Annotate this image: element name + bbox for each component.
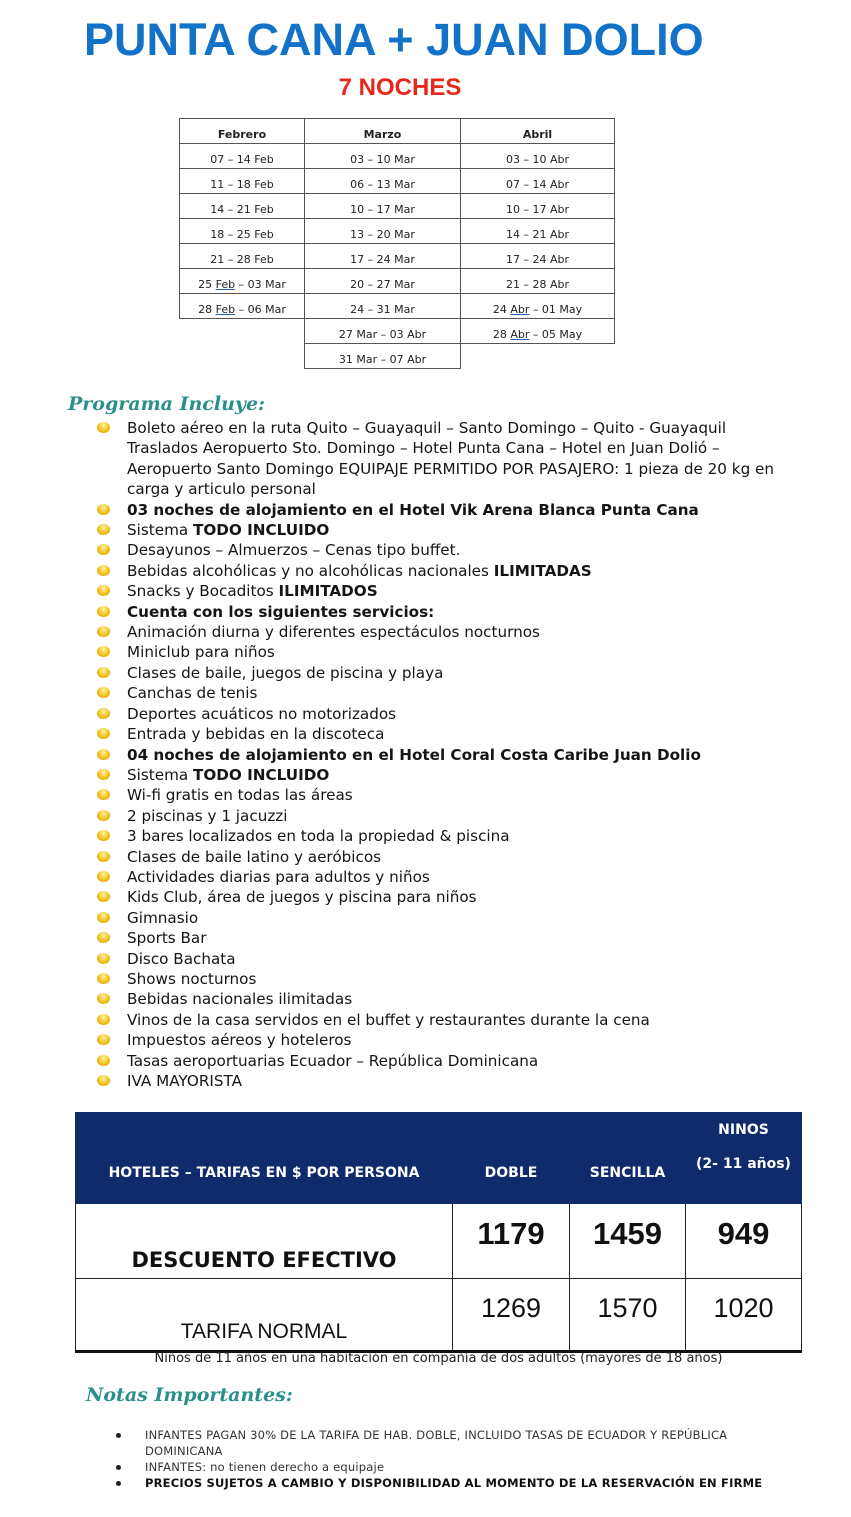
include-item: [97, 663, 787, 683]
include-item: [97, 806, 787, 826]
dates-row: [180, 319, 615, 344]
include-item: [97, 602, 787, 622]
price-row-label: DESCUENTO EFECTIVO: [76, 1204, 453, 1279]
prices-header-hotel: HOTELES – TARIFAS EN $ POR PERSONA: [76, 1113, 453, 1204]
dates-cell: 17 – 24 Mar: [305, 244, 461, 269]
price-sencilla: 1570: [570, 1279, 686, 1352]
include-item: [97, 540, 787, 560]
include-text: Clases de baile latino y aeróbicos: [127, 847, 382, 866]
bullet-dot-icon: [116, 1465, 121, 1470]
dates-row: [180, 169, 615, 194]
include-item: [97, 500, 787, 520]
include-item: [97, 969, 787, 989]
include-text-bold: TODO INCLUIDO: [193, 521, 330, 540]
price-row-normal: [76, 1279, 802, 1352]
bullet-icon: [97, 993, 110, 1004]
bullet-dot-icon: [116, 1481, 121, 1486]
note-item: [114, 1459, 794, 1475]
bullet-icon: [97, 585, 110, 596]
include-text: Kids Club, área de juegos y piscina para niños: [127, 888, 477, 907]
note-text: INFANTES: no tienen derecho a equipaje: [145, 1460, 385, 1474]
bullet-icon: [97, 504, 110, 515]
price-ninos: 949: [686, 1204, 802, 1279]
bullet-icon: [97, 422, 110, 433]
note-item: [114, 1475, 794, 1491]
include-item: [97, 887, 787, 907]
dates-table-body: [180, 144, 615, 369]
include-text: Shows nocturnos: [127, 969, 257, 988]
include-text: Actividades diarias para adultos y niños: [127, 867, 430, 886]
price-ninos: 1020: [686, 1279, 802, 1352]
include-text: Clases de baile, juegos de piscina y playa: [127, 663, 444, 682]
dates-cell: 20 – 27 Mar: [305, 269, 461, 294]
prices-header-ninos: [686, 1113, 802, 1204]
bullet-icon: [97, 1014, 110, 1025]
dates-cell: 07 – 14 Feb: [180, 144, 305, 169]
include-text: Sistema: [127, 765, 194, 784]
prices-table: [75, 1112, 802, 1353]
include-text-bold: ILIMITADAS: [493, 561, 592, 580]
bullet-icon: [97, 749, 110, 760]
include-item: [97, 520, 787, 540]
page-title: PUNTA CANA + JUAN DOLIO: [84, 14, 704, 65]
include-item: [97, 1071, 787, 1091]
dates-col-header: Abril: [461, 119, 615, 144]
include-item: [97, 418, 787, 438]
dates-row: [180, 344, 615, 369]
include-item: [97, 704, 787, 724]
include-text: Sports Bar: [127, 929, 207, 948]
dates-cell: 27 Mar – 03 Abr: [305, 319, 461, 344]
dates-cell: 03 – 10 Mar: [305, 144, 461, 169]
include-item: [97, 928, 787, 948]
price-row-label: TARIFA NORMAL: [76, 1279, 453, 1352]
include-text: Deportes acuáticos no motorizados: [127, 704, 397, 723]
include-item: [97, 683, 787, 703]
include-item: [97, 785, 787, 805]
include-text: Wi-fi gratis en todas las áreas: [127, 786, 353, 805]
bullet-icon: [97, 565, 110, 576]
bullet-icon: [97, 789, 110, 800]
dates-cell: 10 – 17 Mar: [305, 194, 461, 219]
dates-cell: 24 – 31 Mar: [305, 294, 461, 319]
bullet-icon: [97, 524, 110, 535]
include-item: [97, 908, 787, 928]
include-text: Vinos de la casa servidos en el buffet y restaurantes durante la cena: [127, 1010, 650, 1029]
prices-header-doble: DOBLE: [453, 1113, 570, 1204]
include-item: [97, 438, 787, 499]
include-item: [97, 1030, 787, 1050]
bullet-icon: [97, 687, 110, 698]
bullet-icon: [97, 667, 110, 678]
include-text: Desayunos – Almuerzos – Cenas tipo buffet.: [127, 541, 461, 560]
notes-list: [114, 1427, 794, 1491]
include-text-bold: Cuenta con los siguientes servicios:: [127, 602, 435, 621]
dates-cell: 03 – 10 Abr: [461, 144, 615, 169]
include-item: [97, 867, 787, 887]
include-text-bold: TODO INCLUIDO: [193, 765, 330, 784]
include-item: [97, 642, 787, 662]
include-text: IVA MAYORISTA: [127, 1072, 242, 1090]
dates-cell: 14 – 21 Abr: [461, 219, 615, 244]
bullet-icon: [97, 646, 110, 657]
dates-cell: 28 Feb – 06 Mar: [180, 294, 305, 319]
price-doble: 1269: [453, 1279, 570, 1352]
include-text: 2 piscinas y 1 jacuzzi: [127, 806, 288, 825]
include-item: [97, 847, 787, 867]
dates-cell: 24 Abr – 01 May: [461, 294, 615, 319]
dates-row: [180, 144, 615, 169]
include-item: [97, 765, 787, 785]
include-item: [97, 989, 787, 1009]
include-item: [97, 745, 787, 765]
dates-cell: 11 – 18 Feb: [180, 169, 305, 194]
dates-cell: 06 – 13 Mar: [305, 169, 461, 194]
price-sencilla: 1459: [570, 1204, 686, 1279]
include-item: [97, 949, 787, 969]
include-text: Disco Bachata: [127, 949, 236, 968]
page-subtitle: 7 NOCHES: [338, 74, 462, 101]
bullet-icon: [97, 891, 110, 902]
include-text: Boleto aéreo en la ruta Quito – Guayaquil – Santo Domingo – Quito - Guayaquil: [127, 419, 727, 437]
bullet-icon: [97, 871, 110, 882]
include-text: 3 bares localizados en toda la propiedad & piscina: [127, 827, 510, 846]
include-text: Bebidas nacionales ilimitadas: [127, 990, 353, 1009]
bullet-icon: [97, 973, 110, 984]
dates-col-header: Marzo: [305, 119, 461, 144]
dates-cell: 07 – 14 Abr: [461, 169, 615, 194]
price-row-discount: [76, 1204, 802, 1279]
include-item: [97, 1051, 787, 1071]
note-text: INFANTES PAGAN 30% DE LA TARIFA DE HAB. DOBLE, INCLUIDO TASAS DE ECUADOR Y REPÚBLICA DOMINICANA: [145, 1428, 728, 1458]
dates-cell: 18 – 25 Feb: [180, 219, 305, 244]
include-text: Entrada y bebidas en la discoteca: [127, 725, 385, 744]
include-item: [97, 826, 787, 846]
include-text-bold: ILIMITADOS: [278, 582, 378, 601]
bullet-icon: [97, 912, 110, 923]
bullet-icon: [97, 851, 110, 862]
bullet-icon: [97, 606, 110, 617]
bullet-icon: [97, 830, 110, 841]
dates-table: [179, 118, 615, 369]
bullet-icon: [97, 728, 110, 739]
dates-cell: [180, 319, 305, 344]
note-text: PRECIOS SUJETOS A CAMBIO Y DISPONIBILIDAD AL MOMENTO DE LA RESERVACIÓN EN FIRME: [145, 1476, 763, 1490]
note-item: [114, 1427, 794, 1459]
include-item: [97, 561, 787, 581]
include-text: Animación diurna y diferentes espectáculos nocturnos: [127, 623, 540, 642]
bullet-icon: [97, 1034, 110, 1045]
bullet-icon: [97, 626, 110, 637]
dates-cell: 31 Mar – 07 Abr: [305, 344, 461, 369]
bullet-icon: [97, 769, 110, 780]
prices-header-ninos-label: NINOS: [718, 1122, 769, 1138]
notes-title: Notas Importantes:: [86, 1384, 293, 1406]
dates-row: [180, 294, 615, 319]
dates-cell: 13 – 20 Mar: [305, 219, 461, 244]
bullet-icon: [97, 953, 110, 964]
include-text-bold: 04 noches de alojamiento en el Hotel Coral Costa Caribe Juan Dolio: [127, 745, 701, 764]
dates-row: [180, 244, 615, 269]
include-text: Miniclub para niños: [127, 643, 275, 662]
dates-row: [180, 219, 615, 244]
bullet-dot-icon: [116, 1433, 121, 1438]
dates-cell: 28 Abr – 05 May: [461, 319, 615, 344]
dates-row: [180, 194, 615, 219]
include-text: Tasas aeroportuarias Ecuador – República Dominicana: [127, 1051, 539, 1070]
dates-cell: 25 Feb – 03 Mar: [180, 269, 305, 294]
dates-cell: 14 – 21 Feb: [180, 194, 305, 219]
include-item: [97, 581, 787, 601]
dates-row: [180, 269, 615, 294]
include-item: [97, 724, 787, 744]
includes-title: Programa Incluye:: [68, 393, 266, 415]
dates-col-header: Febrero: [180, 119, 305, 144]
include-text: Sistema: [127, 521, 194, 540]
prices-header-sencilla: SENCILLA: [570, 1113, 686, 1204]
prices-header-ninos-age: (2- 11 años): [696, 1156, 791, 1172]
bullet-icon: [97, 1055, 110, 1066]
include-text-bold: 03 noches de alojamiento en el Hotel Vik Arena Blanca Punta Cana: [127, 500, 699, 519]
prices-footnote: Niños de 11 años en una habitación en compañía de dos adultos (mayores de 18 años): [154, 1351, 723, 1366]
include-text: Impuestos aéreos y hoteleros: [127, 1031, 352, 1050]
includes-list: [97, 418, 787, 1091]
dates-cell: [461, 344, 615, 369]
dates-cell: 17 – 24 Abr: [461, 244, 615, 269]
bullet-icon: [97, 544, 110, 555]
include-text: Gimnasio: [127, 908, 199, 927]
include-item: [97, 1010, 787, 1030]
bullet-icon: [97, 708, 110, 719]
dates-cell: 10 – 17 Abr: [461, 194, 615, 219]
include-text: Snacks y Bocaditos: [127, 582, 279, 601]
price-doble: 1179: [453, 1204, 570, 1279]
dates-cell: 21 – 28 Feb: [180, 244, 305, 269]
dates-cell: 21 – 28 Abr: [461, 269, 615, 294]
include-item: [97, 622, 787, 642]
include-text: Traslados Aeropuerto Sto. Domingo – Hotel Punta Cana – Hotel en Juan Dolió – Aeropuerto Santo Domingo EQUIPAJE PERMITIDO POR PASAJERO: 1 pieza de 20 kg en carga y articulo personal: [127, 439, 775, 499]
dates-cell: [180, 344, 305, 369]
bullet-icon: [97, 1075, 110, 1086]
bullet-icon: [97, 932, 110, 943]
include-text: Bebidas alcohólicas y no alcohólicas nacionales: [127, 561, 494, 580]
bullet-icon: [97, 810, 110, 821]
include-text: Canchas de tenis: [127, 684, 258, 703]
